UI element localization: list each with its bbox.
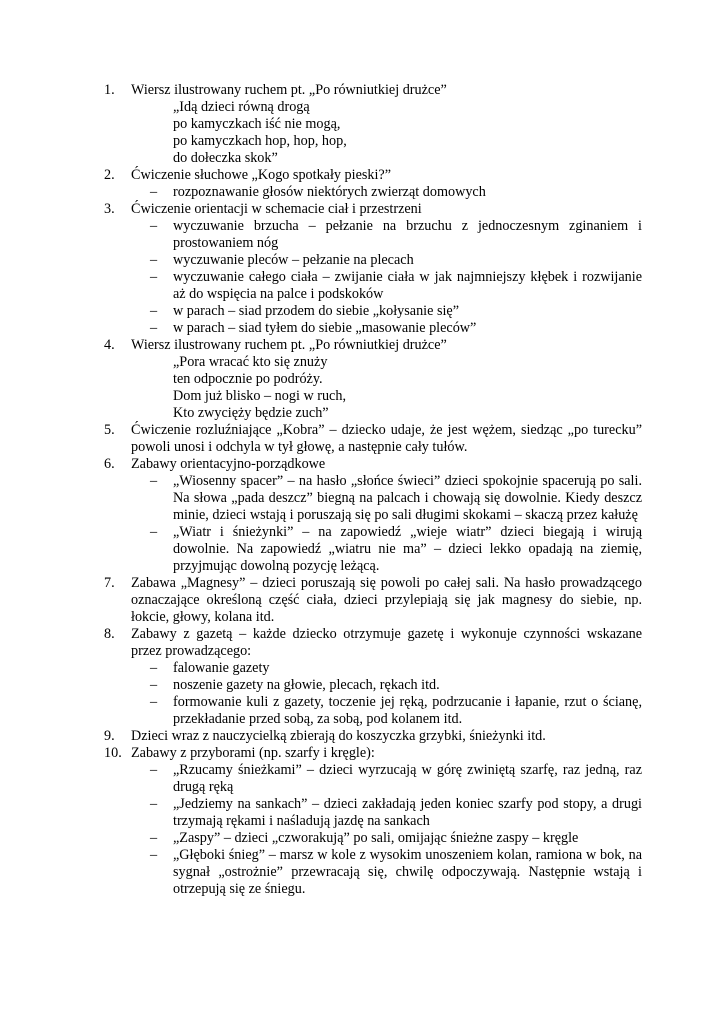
dash-bullet: – bbox=[150, 694, 158, 710]
list-item-3 bbox=[0, 201, 642, 218]
item-number: 6. bbox=[104, 456, 115, 472]
dash-bullet: – bbox=[150, 762, 158, 778]
sub-item bbox=[0, 660, 642, 677]
sub-item-text: „Zaspy” – dzieci „czworakują” po sali, omijając śnieżne zaspy – kręgle bbox=[173, 830, 579, 846]
poem-line: po kamyczkach hop, hop, hop, bbox=[173, 133, 347, 149]
sub-item bbox=[0, 677, 642, 694]
item-text: Zabawy orientacyjno-porządkowe bbox=[131, 456, 326, 472]
poem-line: „Pora wracać kto się znuży bbox=[173, 354, 328, 370]
poem-line: Dom już blisko – nogi w ruch, bbox=[173, 388, 346, 404]
sub-item-text: „Rzucamy śnieżkami” – dzieci wyrzucają w górę zwiniętą szarfę, raz jedną, raz drugą ręką bbox=[173, 762, 642, 795]
sub-item bbox=[0, 252, 642, 269]
sub-item bbox=[0, 694, 642, 728]
item-text: Zabawa „Magnesy” – dzieci poruszają się powoli po całej sali. Na hasło prowadzącego oznaczające określoną część ciała, dzieci przylepiają się jak magnesy do siebie, np. łokcie, głowy, kolana itd. bbox=[131, 575, 642, 625]
poem-line: po kamyczkach iść nie mogą, bbox=[173, 116, 341, 132]
sub-item bbox=[0, 796, 642, 830]
sub-item-text: „Głęboki śnieg” – marsz w kole z wysokim unoszeniem kolan, ramiona w bok, na sygnał „ostrożnie” przewracają się, chwilę odpoczywają. Następnie wstają i otrzepują się ze śniegu. bbox=[173, 847, 642, 897]
dash-bullet: – bbox=[150, 320, 158, 336]
item-text: Zabawy z gazetą – każde dziecko otrzymuje gazetę i wykonuje czynności wskazane przez prowadzącego: bbox=[131, 626, 642, 659]
sub-item-text: „Jedziemy na sankach” – dzieci zakładają jeden koniec szarfy pod stopy, a drugi trzymają rękami i naśladują jazdę na sankach bbox=[173, 796, 642, 829]
sub-item-text: falowanie gazety bbox=[173, 660, 270, 676]
dash-bullet: – bbox=[150, 473, 158, 489]
dash-bullet: – bbox=[150, 303, 158, 319]
list-item-9 bbox=[0, 728, 642, 745]
item-number: 1. bbox=[104, 82, 115, 98]
item-number: 10. bbox=[104, 745, 122, 761]
item-text: Wiersz ilustrowany ruchem pt. „Po równiutkiej drużce” bbox=[131, 337, 447, 353]
dash-bullet: – bbox=[150, 269, 158, 285]
poem-line: ten odpocznie po podróży. bbox=[173, 371, 323, 387]
sub-item bbox=[0, 762, 642, 796]
item-text: Dzieci wraz z nauczycielką zbierają do koszyczka grzybki, śnieżynki itd. bbox=[131, 728, 546, 744]
item-number: 4. bbox=[104, 337, 115, 353]
list-item-1 bbox=[0, 82, 642, 99]
poem-2 bbox=[0, 354, 642, 422]
sub-item bbox=[0, 269, 642, 303]
sub-item-text: „Wiatr i śnieżynki” – na zapowiedź „wieje wiatr” dzieci biegają i wirują dowolnie. Na zapowiedź „wiatru nie ma” – dzieci lekko opadają na ziemię, przyjmując dowolną pozycję leżącą. bbox=[173, 524, 642, 574]
item-text: Zabawy z przyborami (np. szarfy i kręgle): bbox=[131, 745, 375, 761]
sub-item-text: wyczuwanie całego ciała – zwijanie ciała w jak najmniejszy kłębek i rozwijanie aż do wspięcia na palce i podskoków bbox=[173, 269, 642, 302]
sub-item bbox=[0, 830, 642, 847]
list-item-2 bbox=[0, 167, 642, 184]
poem-line: „Idą dzieci równą drogą bbox=[173, 99, 310, 115]
item-number: 9. bbox=[104, 728, 115, 744]
dash-bullet: – bbox=[150, 847, 158, 863]
item-text: Ćwiczenie rozluźniające „Kobra” – dziecko udaje, że jest wężem, siedząc „po turecku” powoli unosi i odchyla w tył głowę, a następnie cały tułów. bbox=[131, 422, 642, 455]
list-item-5 bbox=[0, 422, 642, 456]
sub-item-text: formowanie kuli z gazety, toczenie jej ręką, podrzucanie i łapanie, rzut o ścianę, przekładanie przed sobą, za sobą, pod kolanem itd. bbox=[173, 694, 642, 727]
dash-bullet: – bbox=[150, 796, 158, 812]
dash-bullet: – bbox=[150, 184, 158, 200]
sub-item bbox=[0, 184, 642, 201]
item-number: 3. bbox=[104, 201, 115, 217]
sub-item bbox=[0, 473, 642, 524]
sub-item bbox=[0, 320, 642, 337]
sub-item-text: rozpoznawanie głosów niektórych zwierząt domowych bbox=[173, 184, 486, 200]
item-number: 8. bbox=[104, 626, 115, 642]
list-item-8 bbox=[0, 626, 642, 660]
list-item-7 bbox=[0, 575, 642, 626]
item-text: Ćwiczenie słuchowe „Kogo spotkały pieski?” bbox=[131, 167, 392, 183]
item-number: 7. bbox=[104, 575, 115, 591]
poem-1 bbox=[0, 99, 642, 167]
sub-item-text: „Wiosenny spacer” – na hasło „słońce świeci” dzieci spokojnie spacerują po sali. Na słowa „pada deszcz” biegną na palcach i chowają się dowolnie. Kiedy deszcz minie, dzieci wstają i poruszają się po sali długimi skokami – skaczą przez kałużę bbox=[173, 473, 642, 523]
sub-item-text: noszenie gazety na głowie, plecach, rękach itd. bbox=[173, 677, 440, 693]
sub-item bbox=[0, 218, 642, 252]
list-item-4 bbox=[0, 337, 642, 354]
dash-bullet: – bbox=[150, 524, 158, 540]
sub-item bbox=[0, 847, 642, 898]
poem-line: do dołeczka skok” bbox=[173, 150, 278, 166]
dash-bullet: – bbox=[150, 218, 158, 234]
sub-item-text: wyczuwanie pleców – pełzanie na plecach bbox=[173, 252, 414, 268]
list-item-10 bbox=[0, 745, 642, 762]
sub-item bbox=[0, 524, 642, 575]
sub-item bbox=[0, 303, 642, 320]
list-item-6 bbox=[0, 456, 642, 473]
poem-line: Kto zwycięży będzie zuch” bbox=[173, 405, 329, 421]
dash-bullet: – bbox=[150, 660, 158, 676]
item-number: 2. bbox=[104, 167, 115, 183]
sub-item-text: w parach – siad tyłem do siebie „masowanie pleców” bbox=[173, 320, 477, 336]
item-number: 5. bbox=[104, 422, 115, 438]
dash-bullet: – bbox=[150, 830, 158, 846]
sub-item-text: w parach – siad przodem do siebie „kołysanie się” bbox=[173, 303, 460, 319]
sub-item-text: wyczuwanie brzucha – pełzanie na brzuchu z jednoczesnym zginaniem i prostowaniem nóg bbox=[173, 218, 642, 251]
item-text: Ćwiczenie orientacji w schemacie ciał i przestrzeni bbox=[131, 201, 422, 217]
item-text: Wiersz ilustrowany ruchem pt. „Po równiutkiej drużce” bbox=[131, 82, 447, 98]
dash-bullet: – bbox=[150, 677, 158, 693]
dash-bullet: – bbox=[150, 252, 158, 268]
